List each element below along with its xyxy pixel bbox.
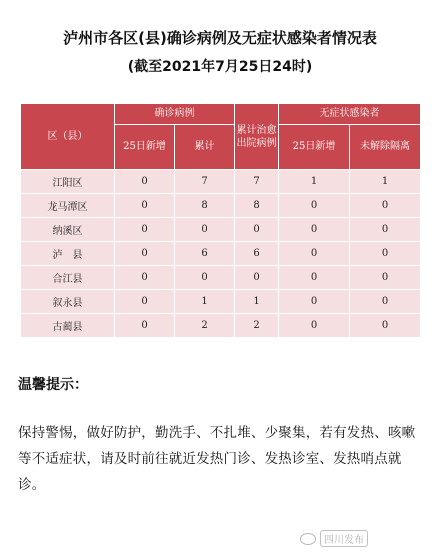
district-name: 叙永县 [21, 290, 115, 314]
recovered-cell: 6 [235, 242, 279, 266]
watermark-brand: 四川发布 [320, 530, 368, 547]
asym-new-cell: 0 [279, 218, 350, 242]
asym-new-cell: 0 [279, 194, 350, 218]
asym-active-cell: 0 [350, 314, 421, 338]
asym-new-cell: 0 [279, 242, 350, 266]
header-confirmed-new: 25日新增 [115, 125, 175, 170]
header-recovered-label: 累计治愈出院病例 [236, 124, 277, 149]
table-row [21, 170, 421, 194]
header-recovered [235, 104, 279, 170]
asym-active-cell: 0 [350, 266, 421, 290]
page-subtitle: (截至2021年7月25日24时) [127, 59, 313, 75]
district-name: 江阳区 [21, 170, 115, 194]
asym-active-cell: 0 [350, 290, 421, 314]
table-row [21, 242, 421, 266]
header-confirmed-group: 确诊病例 [115, 104, 235, 125]
watermark [300, 530, 368, 547]
district-name: 古蔺县 [21, 314, 115, 338]
district-name: 泸 县 [21, 242, 115, 266]
confirmed-total-cell: 8 [175, 194, 235, 218]
recovered-cell: 8 [235, 194, 279, 218]
table-row [21, 290, 421, 314]
confirmed-total-cell: 0 [175, 218, 235, 242]
asym-new-cell: 0 [279, 314, 350, 338]
confirmed-new-cell: 0 [115, 170, 175, 194]
asym-new-cell: 0 [279, 290, 350, 314]
table-row [21, 266, 421, 290]
recovered-cell: 7 [235, 170, 279, 194]
confirmed-total-cell: 6 [175, 242, 235, 266]
header-asym-active: 未解除隔离 [350, 125, 421, 170]
asym-new-cell: 0 [279, 266, 350, 290]
confirmed-new-cell: 0 [115, 290, 175, 314]
stats-table [20, 103, 421, 338]
asym-new-cell: 1 [279, 170, 350, 194]
header-asym-new: 25日新增 [279, 125, 350, 170]
confirmed-total-cell: 2 [175, 314, 235, 338]
header-asym-group: 无症状感染者 [279, 104, 421, 125]
header-confirmed-total: 累计 [175, 125, 235, 170]
recovered-cell: 2 [235, 314, 279, 338]
confirmed-new-cell: 0 [115, 218, 175, 242]
confirmed-new-cell: 0 [115, 242, 175, 266]
district-name: 龙马潭区 [21, 194, 115, 218]
asym-active-cell: 1 [350, 170, 421, 194]
recovered-cell: 0 [235, 218, 279, 242]
page-title: 泸州市各区(县)确诊病例及无症状感染者情况表 [63, 29, 377, 47]
table-row [21, 218, 421, 242]
tips-title: 温馨提示： [18, 377, 88, 393]
asym-active-cell: 0 [350, 218, 421, 242]
header-district: 区（县） [21, 104, 115, 170]
confirmed-total-cell: 0 [175, 266, 235, 290]
district-name: 合江县 [21, 266, 115, 290]
confirmed-total-cell: 7 [175, 170, 235, 194]
district-name: 纳溪区 [21, 218, 115, 242]
tips-body: 保持警惕，做好防护，勤洗手、不扎堆、少聚集，若有发热、咳嗽等不适症状，请及时前往就近发热门诊、发热诊室、发热哨点就诊。 [18, 425, 416, 493]
weibo-icon [300, 533, 316, 545]
asym-active-cell: 0 [350, 194, 421, 218]
table-row [21, 314, 421, 338]
confirmed-new-cell: 0 [115, 266, 175, 290]
recovered-cell: 0 [235, 266, 279, 290]
asym-active-cell: 0 [350, 242, 421, 266]
confirmed-new-cell: 0 [115, 314, 175, 338]
recovered-cell: 1 [235, 290, 279, 314]
confirmed-new-cell: 0 [115, 194, 175, 218]
table-row [21, 194, 421, 218]
confirmed-total-cell: 1 [175, 290, 235, 314]
